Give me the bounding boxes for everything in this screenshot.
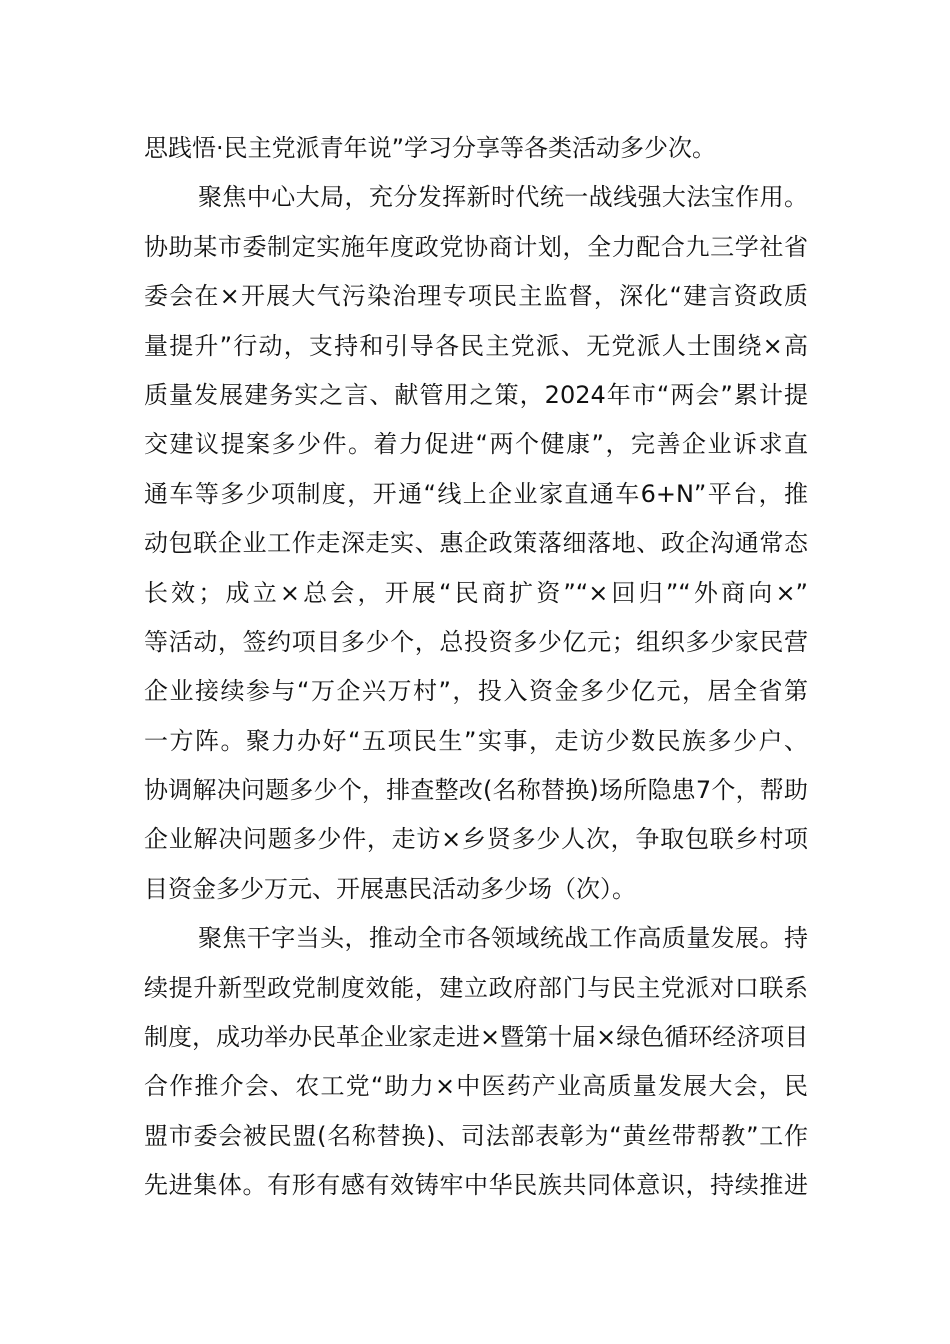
text-line: 交建议提案多少件。着力促进“两个健康”，完善企业诉求直 xyxy=(144,430,808,459)
text-line: 续提升新型政党制度效能，建立政府部门与民主党派对口联系 xyxy=(144,973,808,1002)
text-line: 动包联企业工作走深走实、惠企政策落细落地、政企沟通常态 xyxy=(144,529,808,558)
text-line: 量提升”行动，支持和引导各民主党派、无党派人士围绕×高 xyxy=(144,331,808,360)
text-line: 通车等多少项制度，开通“线上企业家直通车6+N”平台，推 xyxy=(144,479,808,508)
text-line: 合作推介会、农工党“助力×中医药产业高质量发展大会，民 xyxy=(144,1072,808,1101)
text-line: 制度，成功举办民革企业家走进×暨第十届×绿色循环经济项目 xyxy=(144,1023,808,1052)
text-line: 企业解决问题多少件，走访×乡贤多少人次，争取包联乡村项 xyxy=(144,825,808,854)
text-line: 盟市委会被民盟(名称替换)、司法部表彰为“黄丝带帮教”工作 xyxy=(144,1121,808,1150)
paragraph-first-line: 聚焦中心大局，充分发挥新时代统一战线强大法宝作用。 xyxy=(198,183,808,212)
text-line: 思践悟·民主党派青年说”学习分享等各类活动多少次。 xyxy=(144,134,717,162)
text-line: 协助某市委制定实施年度政党协商计划，全力配合九三学社省 xyxy=(144,232,808,261)
text-line: 先进集体。有形有感有效铸牢中华民族共同体意识，持续推进 xyxy=(144,1171,808,1200)
text-line: 等活动，签约项目多少个，总投资多少亿元；组织多少家民营 xyxy=(144,627,808,656)
document-body xyxy=(144,124,808,1211)
paragraph-first-line: 聚焦干字当头，推动全市各领域统战工作高质量发展。持 xyxy=(198,924,808,953)
text-line: 委会在×开展大气污染治理专项民主监督，深化“建言资政质 xyxy=(144,282,808,311)
text-line: 一方阵。聚力办好“五项民生”实事，走访少数民族多少户、 xyxy=(144,726,808,755)
text-line: 企业接续参与“万企兴万村”，投入资金多少亿元，居全省第 xyxy=(144,677,808,706)
text-line: 协调解决问题多少个，排查整改(名称替换)场所隐患7个，帮助 xyxy=(144,776,808,805)
text-line: 长效；成立×总会，开展“民商扩资”“×回归”“外商向×” xyxy=(144,578,808,607)
text-line: 质量发展建务实之言、献管用之策，2024年市“两会”累计提 xyxy=(144,380,808,409)
paragraph-last-line: 目资金多少万元、开展惠民活动多少场（次）。 xyxy=(144,874,636,903)
